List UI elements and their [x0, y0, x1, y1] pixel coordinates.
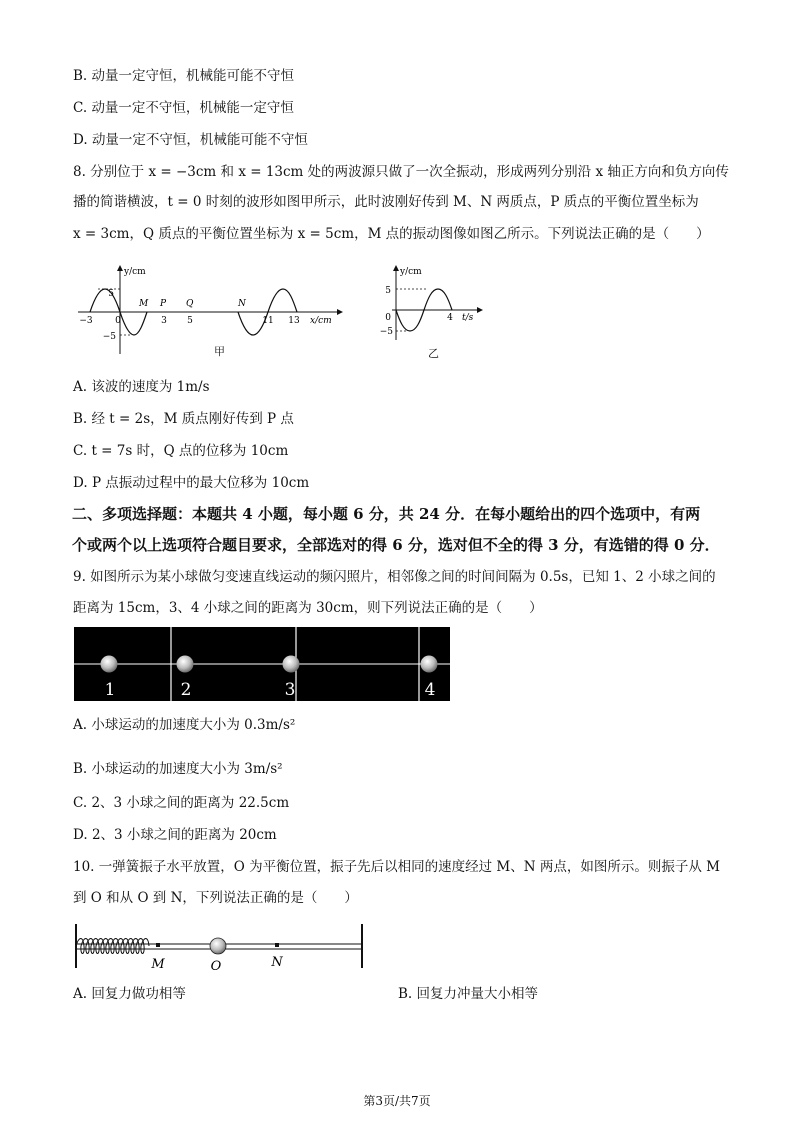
ball-2: [177, 656, 194, 673]
ball-label-1: 1: [104, 680, 116, 700]
tick-x-5: 5: [187, 316, 193, 326]
section2-heading-line2: 个或两个以上选项符合题目要求，全部选对的得 6 分，选对但不全的得 3 分，有选错的得 0 分．: [72, 536, 720, 554]
yi-tick-y-neg: −5: [379, 327, 393, 337]
y-label: y/cm: [124, 267, 146, 277]
q9-option-b: B. 小球运动的加速度大小为 3m/s²: [73, 761, 283, 777]
tick-x-13: 13: [288, 316, 300, 326]
marker-n: [275, 943, 279, 947]
yi-tick-0: 0: [385, 313, 391, 323]
ball-label-4: 4: [424, 680, 436, 700]
q9-stem-line1: 9. 如图所示为某小球做匀变速直线运动的频闪照片，相邻像之间的时间间隔为 0.5s，已知 1、2 小球之间的: [73, 569, 716, 585]
figure-spring-oscillator: [70, 920, 370, 972]
q10-stem-line1: 10. 一弹簧振子水平放置，O 为平衡位置，振子先后以相同的速度经过 M、N 两点，如图所示。则振子从 M: [73, 859, 720, 875]
point-n: N: [238, 299, 246, 309]
q8-stem-line2: 播的简谐横波，t = 0 时刻的波形如图甲所示，此时波刚好传到 M、N 两质点，P 质点的平衡位置坐标为: [73, 194, 699, 210]
figure-jia-wave: [72, 262, 352, 360]
q8-option-b: B. 经 t = 2s，M 质点刚好传到 P 点: [73, 411, 294, 427]
q9-stem-line2: 距离为 15cm，3、4 小球之间的距离为 30cm，则下列说法正确的是（ ）: [73, 600, 543, 616]
yi-tick-4: 4: [447, 313, 453, 323]
x-label: x/cm: [310, 316, 332, 326]
figure-yi-vibration: [378, 262, 488, 344]
spring: [76, 939, 149, 954]
tick-y-pos: 5: [108, 289, 114, 299]
label-n: N: [271, 955, 283, 970]
yi-y-label: y/cm: [400, 267, 422, 277]
ball-label-2: 2: [180, 680, 192, 700]
ball-label-3: 3: [284, 680, 296, 700]
q8-option-d: D. P 点振动过程中的最大位移为 10cm: [73, 475, 310, 491]
caption-yi: 乙: [428, 347, 439, 360]
q7-option-d: D. 动量一定不守恒，机械能可能不守恒: [73, 132, 308, 148]
figure-strobe-photo: [74, 627, 450, 701]
tick-x-11: 11: [262, 316, 274, 326]
q9-option-d: D. 2、3 小球之间的距离为 20cm: [73, 827, 277, 843]
yi-tick-y-pos: 5: [385, 286, 391, 296]
label-o: O: [210, 959, 222, 972]
q7-option-c: C. 动量一定不守恒，机械能一定守恒: [73, 100, 294, 116]
tick-x-0: 0: [115, 316, 121, 326]
tick-x-neg3: −3: [79, 316, 93, 326]
q9-option-a: A. 小球运动的加速度大小为 0.3m/s²: [73, 717, 296, 733]
q8-option-a: A. 该波的速度为 1m/s: [73, 379, 210, 395]
q8-stem-line3: x = 3cm，Q 质点的平衡位置坐标为 x = 5cm，M 点的振动图像如图乙所示。下列说法正确的是（ ）: [73, 226, 710, 242]
label-m: M: [151, 957, 165, 972]
q7-option-b: B. 动量一定守恒，机械能可能不守恒: [73, 68, 295, 84]
caption-jia: 甲: [214, 345, 225, 358]
q10-option-b: B. 回复力冲量大小相等: [398, 986, 539, 1002]
ball-3: [283, 656, 300, 673]
ball-4: [421, 656, 438, 673]
ball-1: [101, 656, 118, 673]
tick-y-neg: −5: [102, 332, 116, 342]
q10-stem-line2: 到 O 和从 O 到 N，下列说法正确的是（ ）: [73, 890, 358, 906]
point-p: P: [160, 299, 167, 309]
oscillator-ball: [210, 938, 226, 954]
page-footer: 第3页/共7页: [363, 1094, 431, 1108]
q9-option-c: C. 2、3 小球之间的距离为 22.5cm: [73, 795, 290, 811]
point-m: M: [139, 299, 149, 309]
q8-option-c: C. t = 7s 时，Q 点的位移为 10cm: [73, 443, 289, 459]
yi-t-label: t/s: [462, 313, 474, 323]
marker-m: [156, 943, 160, 947]
q10-option-a: A. 回复力做功相等: [73, 986, 186, 1002]
q8-stem-line1: 8. 分别位于 x = −3cm 和 x = 13cm 处的两波源只做了一次全振动，形成两列分别沿 x 轴正方向和负方向传: [73, 164, 729, 180]
tick-x-3: 3: [161, 316, 167, 326]
point-q: Q: [186, 299, 194, 309]
section2-heading-line1: 二、多项选择题：本题共 4 小题，每小题 6 分，共 24 分．在每小题给出的四个选项中，有两: [72, 505, 701, 523]
